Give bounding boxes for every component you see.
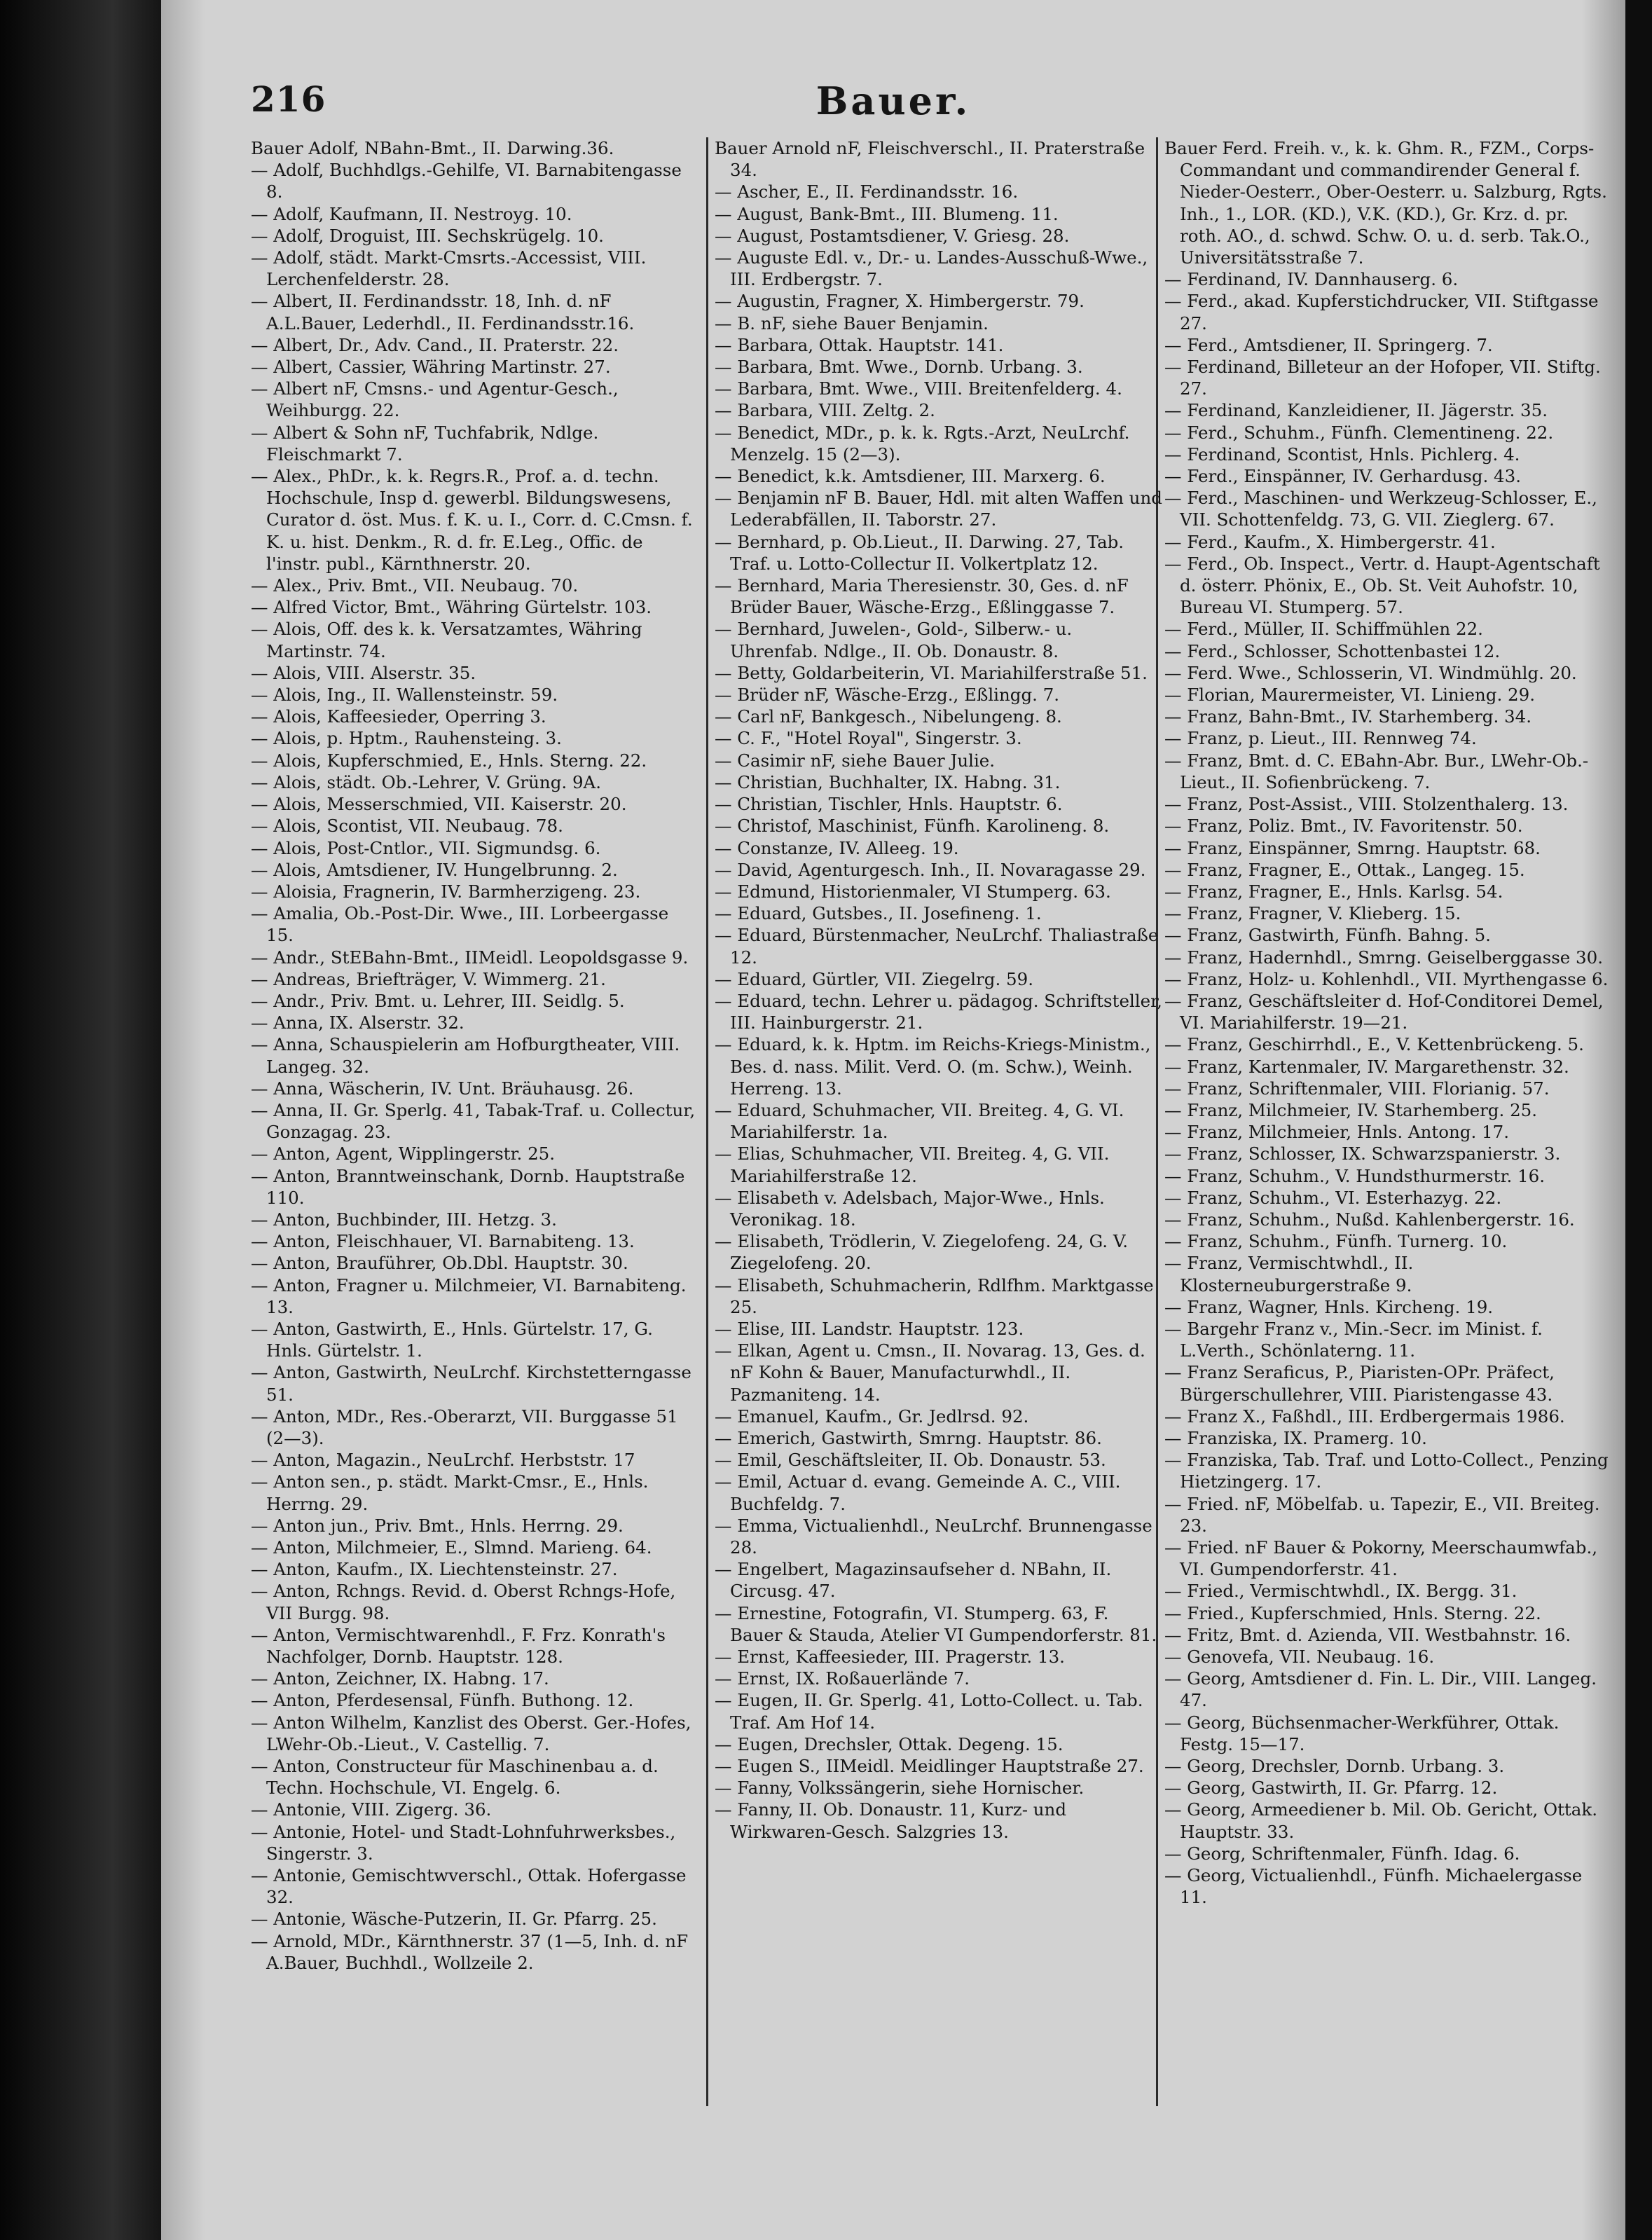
directory-entry: — Anton, Agent, Wipplingerstr. 25. [251,1143,556,1164]
directory-entry: — Franz, Fragner, E., Ottak., Langeg. 15. [1164,859,1525,880]
directory-entry: — Elkan, Agent u. Cmsn., II. Novarag. 13, Ges. d. nF Kohn & Bauer, Manufacturwhdl., II. Pazmaniteng. 14. [715,1340,1145,1405]
directory-entry: — Fritz, Bmt. d. Azienda, VII. Westbahnstr. 16. [1164,1624,1571,1645]
running-head: Bauer. [815,78,971,123]
directory-entry: — Albert, Cassier, Währing Martinstr. 27. [251,357,611,378]
directory-entry: — Barbara, Ottak. Hauptstr. 141. [715,334,1004,355]
directory-entry: — Anton, Branntweinschank, Dornb. Hauptstraße 110. [251,1165,685,1208]
directory-entry: — Ferd., Maschinen- und Werkzeug-Schlosser, E., VII. Schottenfeldg. 73, G. VII. Zieglerg. 67. [1164,488,1597,530]
directory-entry: — Edmund, Historienmaler, VI Stumperg. 63. [715,881,1111,902]
directory-entry: — Ferdinand, Kanzleidiener, II. Jägerstr. 35. [1164,400,1548,421]
directory-entry: — C. F., "Hotel Royal", Singerstr. 3. [715,728,1022,749]
directory-entry: — Florian, Maurermeister, VI. Linieng. 29. [1164,685,1536,706]
directory-entry: — Emma, Victualienhdl., NeuLrchf. Brunnengasse 28. [715,1515,1152,1558]
directory-entry: — Eduard, Gürtler, VII. Ziegelrg. 59. [715,968,1033,989]
directory-entry: — Anton, Vermischtwarenhdl., F. Frz. Konrath's Nachfolger, Dornb. Hauptstr. 128. [251,1624,666,1668]
directory-entry: — Anton jun., Priv. Bmt., Hnls. Herrng. 29. [251,1515,624,1536]
directory-entry: — Franz, Milchmeier, Hnls. Antong. 17. [1164,1122,1509,1143]
column-1 [251,137,699,1974]
directory-entry: — Anton, Brauführer, Ob.Dbl. Hauptstr. 30. [251,1253,628,1274]
directory-entry: — Ferd., Kaufm., X. Himbergerstr. 41. [1164,531,1496,552]
directory-entry: — Elise, III. Landstr. Hauptstr. 123. [715,1318,1024,1339]
directory-entry: — Franz, Milchmeier, IV. Starhemberg. 25. [1164,1099,1538,1120]
directory-entry: — Arnold, MDr., Kärnthnerstr. 37 (1—5, Inh. d. nF A.Bauer, Buchhdl., Wollzeile 2. [251,1930,689,1973]
directory-entry: — Georg, Armeediener b. Mil. Ob. Gericht, Ottak. Hauptstr. 33. [1164,1799,1598,1842]
directory-entry: — Antonie, VIII. Zigerg. 36. [251,1799,492,1820]
directory-entry: — Eduard, Bürstenmacher, NeuLrchf. Thaliastraße 12. [715,925,1159,968]
directory-entry: — Franziska, IX. Pramerg. 10. [1164,1427,1427,1448]
directory-entry: — Franz, Bmt. d. C. EBahn-Abr. Bur., LWehr-Ob.-Lieut., II. Sofienbrückeng. 7. [1164,750,1589,792]
directory-entry: — Anton Wilhelm, Kanzlist des Oberst. Ger.-Hofes, LWehr-Ob.-Lieut., V. Castellig. 7. [251,1712,691,1754]
directory-entry: — Alois, städt. Ob.-Lehrer, V. Grüng. 9A. [251,771,602,792]
directory-entry: — Georg, Schriftenmaler, Fünfh. Idag. 6. [1164,1843,1520,1864]
directory-entry: — Alfred Victor, Bmt., Währing Gürtelstr. 103. [251,597,652,618]
directory-entry: — Elias, Schuhmacher, VII. Breiteg. 4, G. VII. Mariahilferstraße 12. [715,1143,1110,1186]
directory-entry: — Georg, Gastwirth, II. Gr. Pfarrg. 12. [1164,1778,1498,1799]
directory-entry: — Elisabeth, Schuhmacherin, Rdlfhm. Marktgasse 25. [715,1274,1154,1317]
directory-entry: — Anton, Rchngs. Revid. d. Oberst Rchngs-Hofe, VII Burgg. 98. [251,1581,676,1623]
directory-entry: — Franz, Vermischtwhdl., II. Klosterneuburgerstraße 9. [1164,1253,1414,1296]
directory-entry: — Albert nF, Cmsns.- und Agentur-Gesch., Weihburgg. 22. [251,378,619,421]
directory-entry: — Emanuel, Kaufm., Gr. Jedlrsd. 92. [715,1406,1029,1427]
directory-entry: — Andr., StEBahn-Bmt., IIMeidl. Leopoldsgasse 9. [251,947,689,968]
directory-entry: — Albert, Dr., Adv. Cand., II. Praterstr. 22. [251,334,619,355]
directory-entry: — Bargehr Franz v., Min.-Secr. im Minist. f. L.Verth., Schönlaterng. 11. [1164,1318,1543,1361]
directory-entry: — Ferd., Einspänner, IV. Gerhardusg. 43. [1164,466,1522,487]
directory-entry: — Ernestine, Fotografin, VI. Stumperg. 63, F. Bauer & Stauda, Atelier VI Gumpendorferstr. 81. [715,1602,1157,1645]
directory-entry: — Alex., PhDr., k. k. Regrs.R., Prof. a. d. techn. Hochschule, Insp d. gewerbl. Bildungswesens, Curator d. öst. Mus. f. K. u. I., Corr. d. C.Cmsn. f. K. u. hist. Denkm., R. d. fr. E.Leg., Offic. de l'instr. publ., Kärnthnerstr. 20. [251,466,693,574]
directory-entry: — Franz, Schuhm., Fünfh. Turnerg. 10. [1164,1231,1508,1252]
page-number: 216 [251,78,326,120]
directory-entry: — Betty, Goldarbeiterin, VI. Mariahilferstraße 51. [715,662,1148,683]
directory-entry: — Ascher, E., II. Ferdinandsstr. 16. [715,181,1019,202]
directory-entry: — Anna, II. Gr. Sperlg. 41, Tabak-Traf. u. Collectur, Gonzagag. 23. [251,1099,696,1143]
directory-entry: — Eduard, k. k. Hptm. im Reichs-Kriegs-Ministm., Bes. d. nass. Milit. Verd. O. (m. Schw.), Weinh. Herreng. 13. [715,1034,1151,1099]
directory-entry: — Georg, Amtsdiener d. Fin. L. Dir., VIII. Langeg. 47. [1164,1668,1597,1711]
directory-entry: — Eduard, Gutsbes., II. Josefineng. 1. [715,903,1042,924]
directory-entry: — Anna, Schauspielerin am Hofburgtheater, VIII. Langeg. 32. [251,1034,680,1077]
directory-entry: — Ferd., akad. Kupferstichdrucker, VII. Stiftgasse 27. [1164,291,1599,334]
directory-entry: — Eduard, Schuhmacher, VII. Breiteg. 4, G. VI. Mariahilferstr. 1a. [715,1099,1124,1143]
directory-entry: — Ferdinand, IV. Dannhauserg. 6. [1164,269,1459,290]
directory-entry: — August, Bank-Bmt., III. Blumeng. 11. [715,203,1059,224]
directory-entry: — Ferd., Schlosser, Schottenbastei 12. [1164,640,1501,661]
directory-entry: — Georg, Drechsler, Dornb. Urbang. 3. [1164,1756,1505,1777]
column-2 [715,137,1163,1843]
directory-entry: — Franz, Schuhm., Nußd. Kahlenbergerstr. 16. [1164,1209,1575,1230]
directory-entry: Bauer Arnold nF, Fleischverschl., II. Praterstraße 34. [715,138,1145,181]
directory-entry: — Ferdinand, Scontist, Hnls. Pichlerg. 4. [1164,444,1520,465]
directory-entry: — Franz, Schriftenmaler, VIII. Florianig. 57. [1164,1078,1550,1099]
directory-entry: — Barbara, Bmt. Wwe., VIII. Breitenfelderg. 4. [715,378,1122,399]
directory-entry: — Andr., Priv. Bmt. u. Lehrer, III. Seidlg. 5. [251,990,625,1011]
column-3 [1164,137,1613,1908]
directory-entry: — Andreas, Briefträger, V. Wimmerg. 21. [251,968,606,989]
directory-entry: — Anton, Fleischhauer, VI. Barnabiteng. 13. [251,1231,635,1252]
directory-entry: — Adolf, Kaufmann, II. Nestroyg. 10. [251,203,572,224]
directory-entry: Bauer Ferd. Freih. v., k. k. Ghm. R., FZM., Corps-Commandant und commandirender General f. Nieder-Oesterr., Ober-Oesterr. u. Salzburg, Rgts. Inh., 1., LOR. (KD.), V.K. (KD.), Gr. Krz. d. pr. roth. AO., d. schwd. Schw. O. u. d. serb. Tak.O., Universitätsstraße 7. [1164,138,1607,268]
directory-entry: — Anna, Wäscherin, IV. Unt. Bräuhausg. 26. [251,1078,634,1099]
directory-entry: — Franz, Schlosser, IX. Schwarzspanierstr. 3. [1164,1143,1561,1164]
directory-entry: — Franz, Wagner, Hnls. Kircheng. 19. [1164,1296,1494,1317]
directory-entry: — Eduard, techn. Lehrer u. pädagog. Schriftsteller, III. Hainburgerstr. 21. [715,990,1162,1033]
directory-entry: — Anton, Zeichner, IX. Habng. 17. [251,1668,549,1689]
directory-entry: — Anton sen., p. städt. Markt-Cmsr., E., Hnls. Herrng. 29. [251,1471,649,1514]
directory-entry: — Emil, Geschäftsleiter, II. Ob. Donaustr. 53. [715,1450,1106,1471]
directory-entry: — Franz, Einspänner, Smrng. Hauptstr. 68. [1164,837,1541,858]
directory-entry: — Elisabeth, Trödlerin, V. Ziegelofeng. 24, G. V. Ziegelofeng. 20. [715,1231,1129,1274]
directory-entry: — Casimir nF, siehe Bauer Julie. [715,750,996,771]
directory-entry: — Franz, Fragner, E., Hnls. Karlsg. 54. [1164,881,1503,902]
directory-entry: — Adolf, Droguist, III. Sechskrügelg. 10. [251,225,604,246]
directory-entry: — Anton, Gastwirth, E., Hnls. Gürtelstr. 17, G. Hnls. Gürtelstr. 1. [251,1318,653,1361]
directory-entry: — Emil, Actuar d. evang. Gemeinde A. C., VIII. Buchfeldg. 7. [715,1471,1121,1514]
directory-entry: — Ferd., Müller, II. Schiffmühlen 22. [1164,619,1483,640]
directory-entry: — Franz, Bahn-Bmt., IV. Starhemberg. 34. [1164,706,1531,727]
directory-entry: — Franz Seraficus, P., Piaristen-OPr. Präfect, Bürgerschullehrer, VIII. Piaristengasse 43. [1164,1362,1555,1405]
directory-entry: — Barbara, VIII. Zeltg. 2. [715,400,935,421]
directory-entry: — Alois, VIII. Alserstr. 35. [251,662,476,683]
directory-entry: — Eugen S., IIMeidl. Meidlinger Hauptstraße 27. [715,1756,1144,1777]
directory-entry: — Anton, Magazin., NeuLrchf. Herbststr. 17 [251,1450,635,1471]
directory-entry: — Fried., Kupferschmied, Hnls. Sterng. 22. [1164,1602,1541,1623]
directory-entry: — Albert, II. Ferdinandsstr. 18, Inh. d. nF A.L.Bauer, Lederhdl., II. Ferdinandsstr.16. [251,291,635,334]
directory-entry: — Anton, Pferdesensal, Fünfh. Buthong. 12. [251,1690,634,1711]
directory-entry: — Benedict, k.k. Amtsdiener, III. Marxerg. 6. [715,466,1106,487]
column-divider [706,137,708,2106]
directory-entry: — Alex., Priv. Bmt., VII. Neubaug. 70. [251,575,579,596]
directory-entry: — Antonie, Wäsche-Putzerin, II. Gr. Pfarrg. 25. [251,1909,657,1930]
directory-entry: — Christian, Tischler, Hnls. Hauptstr. 6. [715,794,1063,815]
book-spine-shadow [0,0,161,2240]
directory-entry: — Anton, Milchmeier, E., Slmnd. Marieng. 64. [251,1537,652,1558]
directory-entry: — Genovefa, VII. Neubaug. 16. [1164,1647,1435,1668]
directory-entry: Bauer Adolf, NBahn-Bmt., II. Darwing.36. [251,138,614,158]
directory-entry: — Fried. nF, Möbelfab. u. Tapezir, E., VII. Breiteg. 23. [1164,1493,1600,1536]
directory-entry: — Bernhard, Juwelen-, Gold-, Silberw.- u. Uhrenfab. Ndlge., II. Ob. Donaustr. 8. [715,619,1073,661]
directory-entry: — Aloisia, Fragnerin, IV. Barmherzigeng. 23. [251,881,641,902]
directory-entry: — Barbara, Bmt. Wwe., Dornb. Urbang. 3. [715,357,1083,378]
directory-entry: — Ernst, IX. Roßauerlände 7. [715,1668,970,1689]
directory-entry: — Ferd., Schuhm., Fünfh. Clementineng. 22. [1164,422,1554,443]
directory-entry: — Alois, Amtsdiener, IV. Hungelbrunng. 2. [251,859,618,880]
directory-entry: — Engelbert, Magazinsaufseher d. NBahn, II. Circusg. 47. [715,1559,1112,1602]
directory-entry: — Franz, Schuhm., V. Hundsthurmerstr. 16. [1164,1165,1546,1186]
directory-entry: — Fried., Vermischtwhdl., IX. Bergg. 31. [1164,1581,1517,1602]
directory-entry: — Bernhard, p. Ob.Lieut., II. Darwing. 27, Tab. Traf. u. Lotto-Collectur II. Volkertplatz 12. [715,531,1124,574]
directory-entry: — Franz, Geschirrhdl., E., V. Kettenbrückeng. 5. [1164,1034,1584,1055]
directory-entry: — Franz, Holz- u. Kohlenhdl., VII. Myrthengasse 6. [1164,968,1609,989]
directory-entry: — Auguste Edl. v., Dr.- u. Landes-Ausschuß-Wwe., III. Erdbergstr. 7. [715,247,1148,290]
directory-entry: — David, Agenturgesch. Inh., II. Novaragasse 29. [715,859,1146,880]
directory-entry: — Anton, Kaufm., IX. Liechtensteinstr. 27. [251,1559,618,1580]
directory-entry: — Anton, Fragner u. Milchmeier, VI. Barnabiteng. 13. [251,1274,687,1317]
directory-entry: — Ferd., Amtsdiener, II. Springerg. 7. [1164,334,1493,355]
directory-entry: — Eugen, II. Gr. Sperlg. 41, Lotto-Collect. u. Tab. Traf. Am Hof 14. [715,1690,1143,1733]
directory-entry: — Franz, Fragner, V. Klieberg. 15. [1164,903,1461,924]
directory-entry: — Alois, p. Hptm., Rauhensteing. 3. [251,728,562,749]
directory-entry: — Brüder nF, Wäsche-Erzg., Eßlingg. 7. [715,685,1060,706]
directory-entry: — Ernst, Kaffeesieder, III. Pragerstr. 13. [715,1647,1065,1668]
directory-entry: — Benedict, MDr., p. k. k. Rgts.-Arzt, NeuLrchf. Menzelg. 15 (2—3). [715,422,1130,465]
directory-entry: — Anton, Buchbinder, III. Hetzg. 3. [251,1209,557,1230]
directory-entry: — Franz X., Faßhdl., III. Erdbergermais 1986. [1164,1406,1565,1427]
directory-entry: — Franz, Hadernhdl., Smrng. Geiselberggasse 30. [1164,947,1604,968]
directory-entry: — Adolf, städt. Markt-Cmsrts.-Accessist, VIII. Lerchenfelderstr. 28. [251,247,647,290]
directory-entry: — Anton, Gastwirth, NeuLrchf. Kirchstetterngasse 51. [251,1362,691,1405]
directory-entry: — Anton, Constructeur für Maschinenbau a. d. Techn. Hochschule, VI. Engelg. 6. [251,1756,659,1799]
directory-entry: — Constanze, IV. Alleeg. 19. [715,837,959,858]
directory-entry: — Georg, Büchsenmacher-Werkführer, Ottak. Festg. 15—17. [1164,1712,1560,1754]
directory-entry: — Emerich, Gastwirth, Smrng. Hauptstr. 86. [715,1427,1102,1448]
directory-entry: — Amalia, Ob.-Post-Dir. Wwe., III. Lorbeergasse 15. [251,903,669,946]
directory-entry: — Ferd. Wwe., Schlosserin, VI. Windmühlg. 20. [1164,662,1577,683]
directory-entry: — Antonie, Gemischtwverschl., Ottak. Hofergasse 32. [251,1865,687,1908]
directory-entry: — Albert & Sohn nF, Tuchfabrik, Ndlge. Fleischmarkt 7. [251,422,599,465]
directory-entry: — Anna, IX. Alserstr. 32. [251,1012,464,1033]
directory-entry: — Franz, Geschäftsleiter d. Hof-Conditorei Demel, VI. Mariahilferstr. 19—21. [1164,990,1604,1033]
directory-entry: — Alois, Scontist, VII. Neubaug. 78. [251,816,563,837]
directory-entry: — Adolf, Buchhdlgs.-Gehilfe, VI. Barnabitengasse 8. [251,160,682,202]
directory-entry: — B. nF, siehe Bauer Benjamin. [715,312,989,334]
directory-entry: — Antonie, Hotel- und Stadt-Lohnfuhrwerksbes., Singerstr. 3. [251,1821,676,1864]
directory-entry: — Bernhard, Maria Theresienstr. 30, Ges. d. nF Brüder Bauer, Wäsche-Erzg., Eßlinggasse 7. [715,575,1129,618]
directory-entry: — Franz, Schuhm., VI. Esterhazyg. 22. [1164,1187,1502,1208]
directory-entry: — Franziska, Tab. Traf. und Lotto-Collect., Penzing Hietzingerg. 17. [1164,1450,1609,1492]
directory-entry: — Christof, Maschinist, Fünfh. Karolineng. 8. [715,816,1110,837]
directory-entry: — Ferd., Ob. Inspect., Vertr. d. Haupt-Agentschaft d. österr. Phönix, E., Ob. St. Veit Auhofstr. 10, Bureau VI. Stumperg. 57. [1164,553,1600,618]
directory-entry: — Alois, Messerschmied, VII. Kaiserstr. 20. [251,794,627,815]
directory-entry: — Franz, p. Lieut., III. Rennweg 74. [1164,728,1477,749]
directory-entry: — Benjamin nF B. Bauer, Hdl. mit alten Waffen und Lederabfällen, II. Taborstr. 27. [715,488,1162,530]
directory-entry: — Anton, MDr., Res.-Oberarzt, VII. Burggasse 51 (2—3). [251,1406,678,1448]
directory-entry: — Franz, Post-Assist., VIII. Stolzenthalerg. 13. [1164,794,1569,815]
directory-entry: — Elisabeth v. Adelsbach, Major-Wwe., Hnls. Veronikag. 18. [715,1187,1105,1230]
directory-entry: — August, Postamtsdiener, V. Griesg. 28. [715,225,1070,246]
directory-entry: — Georg, Victualienhdl., Fünfh. Michaelergasse 11. [1164,1865,1583,1908]
directory-entry: — Alois, Ing., II. Wallensteinstr. 59. [251,685,558,706]
directory-entry: — Alois, Kaffeesieder, Operring 3. [251,706,546,727]
directory-entry: — Ferdinand, Billeteur an der Hofoper, VII. Stiftg. 27. [1164,357,1601,399]
directory-entry: — Alois, Off. des k. k. Versatzamtes, Währing Martinstr. 74. [251,619,642,661]
directory-entry: — Alois, Post-Cntlor., VII. Sigmundsg. 6. [251,837,601,858]
directory-entry: — Franz, Kartenmaler, IV. Margarethenstr. 32. [1164,1056,1569,1077]
directory-page [161,0,1625,2240]
directory-entry: — Augustin, Fragner, X. Himbergerstr. 79. [715,291,1085,312]
directory-entry: — Christian, Buchhalter, IX. Habng. 31. [715,771,1061,792]
directory-entry: — Fried. nF Bauer & Pokorny, Meerschaumwfab., VI. Gumpendorferstr. 41. [1164,1537,1598,1580]
directory-entry: — Eugen, Drechsler, Ottak. Degeng. 15. [715,1733,1064,1754]
directory-entry: — Alois, Kupferschmied, E., Hnls. Sterng. 22. [251,750,647,771]
directory-entry: — Carl nF, Bankgesch., Nibelungeng. 8. [715,706,1062,727]
directory-entry: — Franz, Gastwirth, Fünfh. Bahng. 5. [1164,925,1491,946]
directory-entry: — Fanny, II. Ob. Donaustr. 11, Kurz- und Wirkwaren-Gesch. Salzgries 13. [715,1799,1067,1842]
directory-entry: — Fanny, Volkssängerin, siehe Hornischer. [715,1778,1085,1799]
directory-entry: — Franz, Poliz. Bmt., IV. Favoritenstr. 50. [1164,816,1523,837]
